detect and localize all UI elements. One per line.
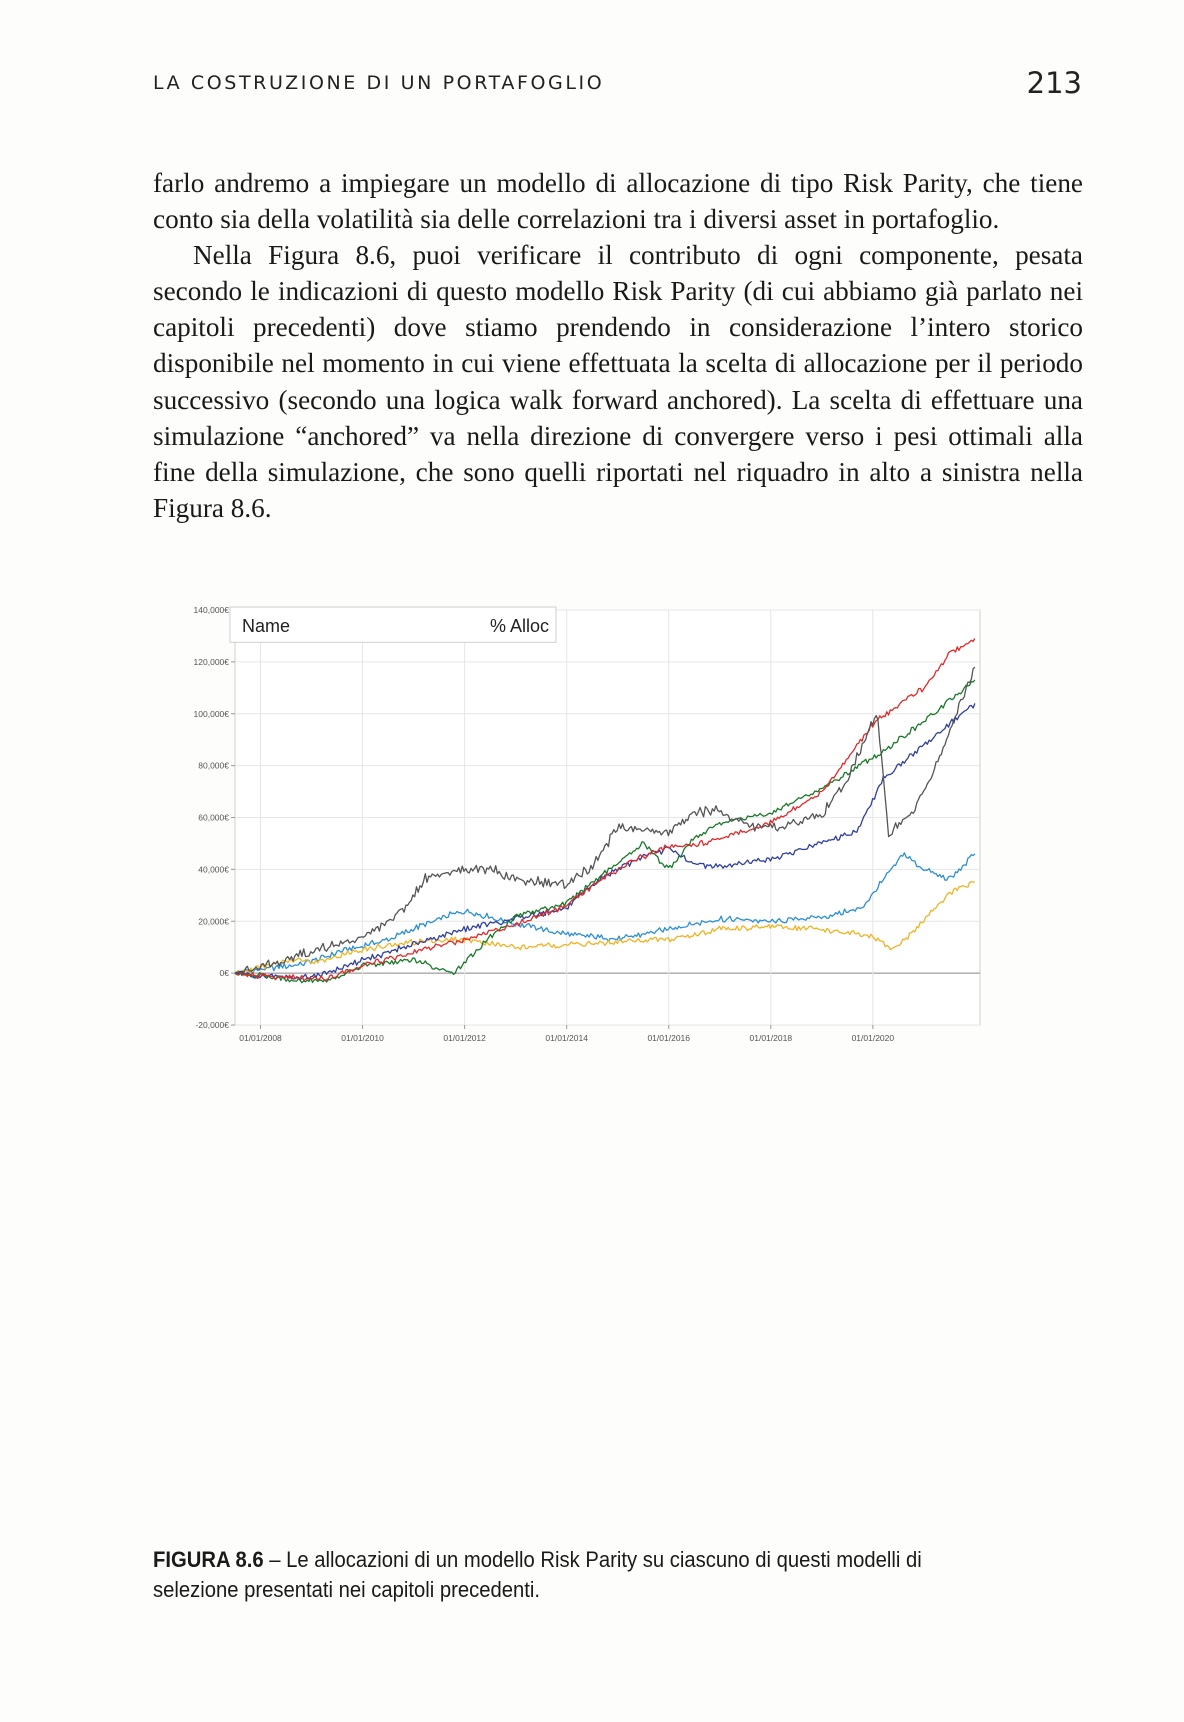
line-chart-y-tick-label: 20,000€	[198, 916, 229, 927]
line-chart-x-tick-label: 01/01/2014	[545, 1033, 588, 1043]
line-chart-y-tick-label: -20,000€	[195, 1020, 229, 1030]
paragraph-1: farlo andremo a impiegare un modello di allocazione di tipo Risk Parity, che tiene conto sia della volatilità sia delle correlazioni tra i diversi asset in portafoglio.	[153, 168, 1083, 235]
running-title: LA COSTRUZIONE DI UN PORTAFOGLIO	[153, 72, 605, 94]
line-chart-x-tick-label: 01/01/2020	[851, 1033, 895, 1043]
line-chart-y-tick-label: 40,000€	[198, 864, 229, 875]
line-chart-y-tick-label: 0€	[219, 968, 229, 979]
figure-chart-svg	[150, 600, 1090, 1520]
figure-8-6	[150, 600, 1090, 1520]
line-chart-y-tick-label: 100,000€	[193, 708, 229, 719]
line-chart-x-tick-label: 01/01/2012	[443, 1033, 486, 1043]
page-number: 213	[1026, 66, 1082, 100]
line-chart-x-tick-label: 01/01/2010	[341, 1033, 384, 1043]
line-chart-y-tick-label: 120,000€	[193, 656, 229, 667]
figure-caption	[153, 1545, 1009, 1605]
line-chart-x-tick-label: 01/01/2018	[749, 1033, 793, 1043]
line-chart-y-tick-label: 80,000€	[198, 760, 229, 771]
line-chart-y-tick-label: 60,000€	[198, 812, 229, 823]
caption-text: – Le allocazioni di un modello Risk Parity su ciascuno di questi modelli di selezione presentati nei capitoli precedenti.	[153, 1547, 922, 1602]
alloc-table-col-alloc: % Alloc	[490, 616, 550, 636]
alloc-table-col-name: Name	[242, 616, 291, 636]
body-text	[153, 165, 1083, 526]
caption-label: FIGURA 8.6	[153, 1547, 264, 1572]
line-chart-x-tick-label: 01/01/2016	[647, 1033, 691, 1043]
line-chart-x-tick-label: 01/01/2008	[239, 1033, 282, 1043]
paragraph-2: Nella Figura 8.6, puoi verificare il contributo di ogni componente, pesata secondo le indicazioni di questo modello Risk Parity (di cui abbiamo già parlato nei capitoli precedenti) dove stiamo prendendo in considerazione l’intero storico disponibile nel momento in cui viene effettuata la scelta di allocazione per il periodo successivo (secondo una logica walk forward anchored). La scelta di effettuare una simulazione “anchored” va nella direzione di convergere verso i pesi ottimali alla fine della simulazione, che sono quelli riportati nel riquadro in alto a sinistra nella Figura 8.6.	[153, 240, 1083, 523]
line-chart-y-tick-label: 140,000€	[193, 605, 229, 615]
